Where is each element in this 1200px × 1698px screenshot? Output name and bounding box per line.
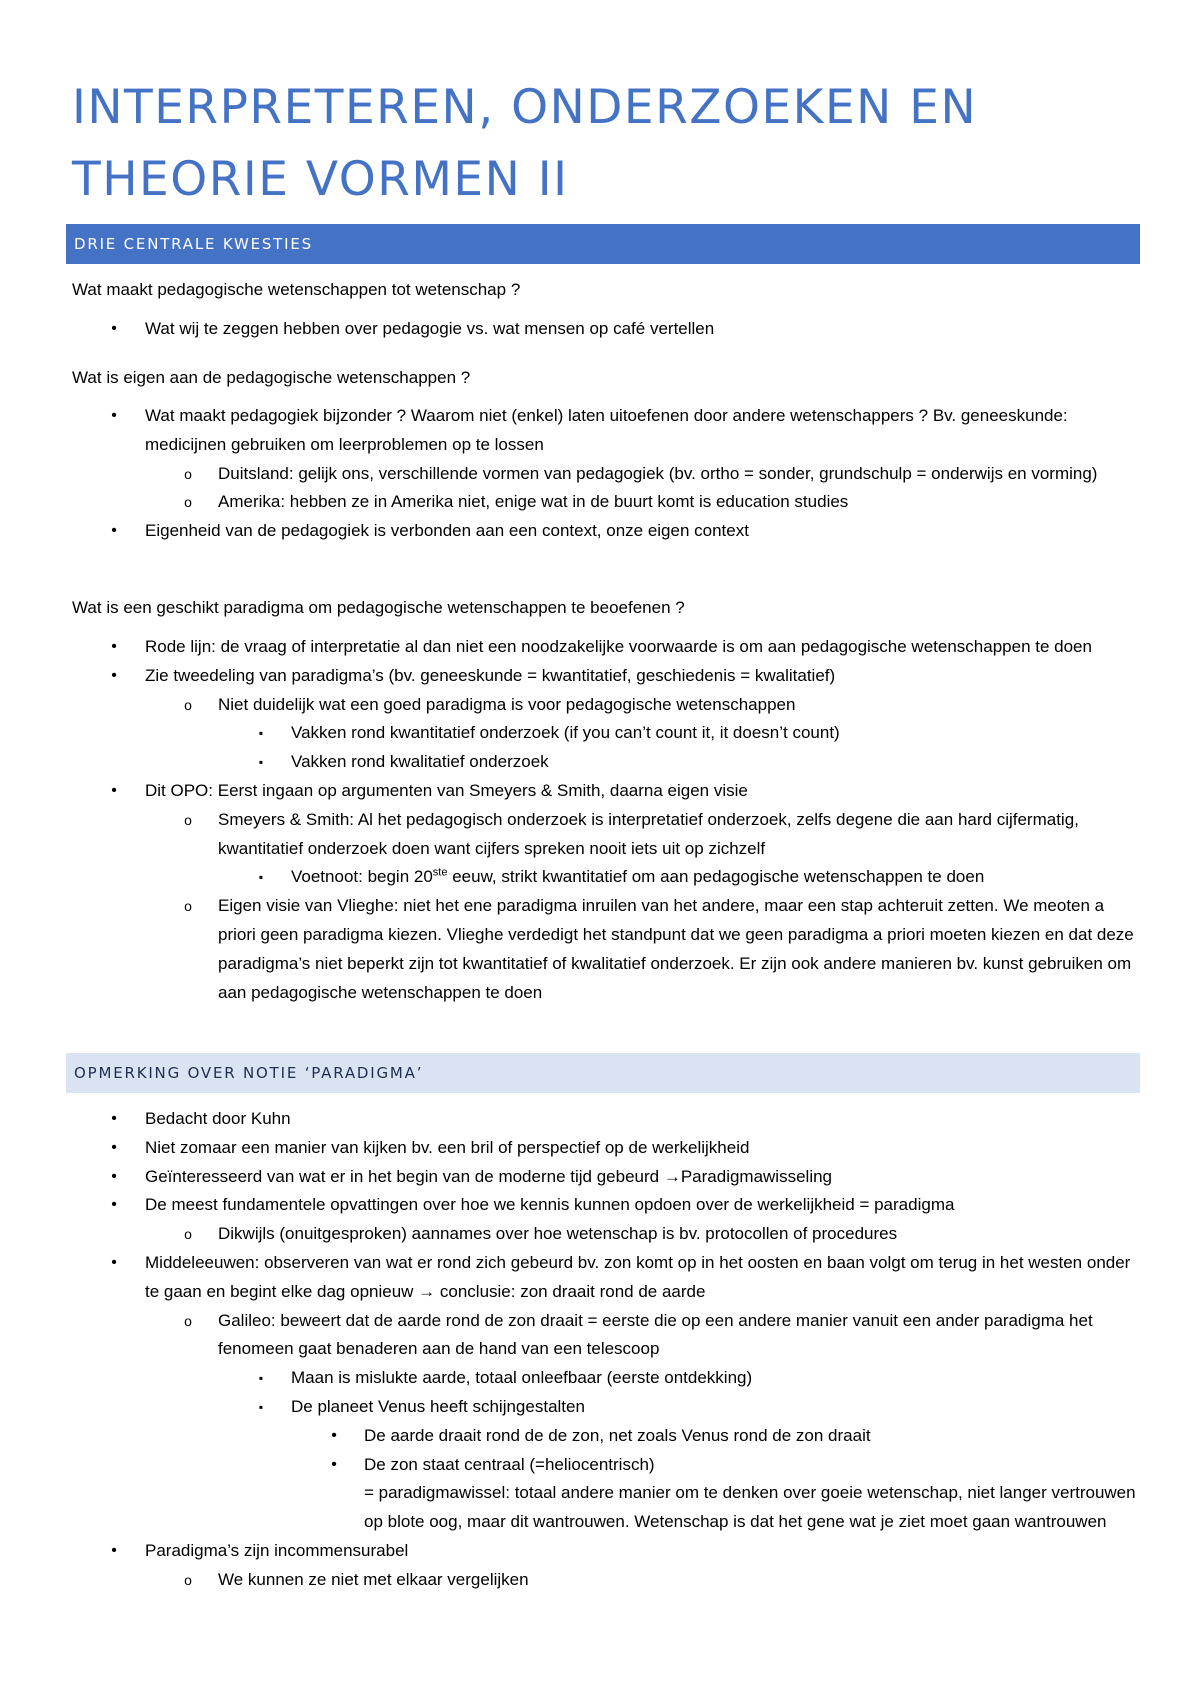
document-title <box>72 72 1152 216</box>
list-item: • Wat wij te zeggen hebben over pedagogie vs. wat mensen op café vertellen <box>0 315 1200 344</box>
footnote-text-end: eeuw, strikt kwantitatief om aan pedagogische wetenschappen te doen <box>447 867 985 887</box>
list-item: • Geïnteresseerd van wat er in het begin van de moderne tijd gebeurd →Paradigmawisseling <box>0 1163 1200 1192</box>
list-item <box>0 863 1200 892</box>
section-heading-drie-centrale-kwesties: DRIE CENTRALE KWESTIES <box>66 224 1140 264</box>
bullet-icon: • <box>111 781 117 799</box>
list-item: o Amerika: hebben ze in Amerika niet, enige wat in de buurt komt is education studies <box>0 488 1200 517</box>
circle-bullet-icon: o <box>184 1226 192 1243</box>
bullet-icon: • <box>111 522 117 540</box>
list-item: o Eigen visie van Vlieghe: niet het ene paradigma inruilen van het andere, maar een stap achteruit zetten. We meoten a priori geen paradigma kiezen. Vlieghe verdedigt het standpunt dat we geen paradigma a priori moeten kiezen en dat deze paradigma’s niet beperkt zijn tot kwantitatief of kwalitatief onderzoek. Er zijn ook andere manieren bv. kunst gebruiken om aan pedagogische wetenschappen te doen <box>0 892 1200 1007</box>
footnote-text-start: Voetnoot: begin 20 <box>291 867 433 887</box>
list-item: • Eigenheid van de pedagogiek is verbonden aan een context, onze eigen context <box>0 517 1200 546</box>
question-heading-3: Wat is een geschikt paradigma om pedagogische wetenschappen te beoefenen ? <box>72 598 685 617</box>
paradigma-list <box>0 1105 1200 1595</box>
circle-bullet-icon: o <box>184 696 192 713</box>
list-item: ▪ Vakken rond kwalitatief onderzoek <box>0 748 1200 777</box>
question-heading-1: Wat maakt pedagogische wetenschappen tot wetenschap ? <box>72 280 521 299</box>
bullet-icon: • <box>331 1426 337 1444</box>
bullet-icon: • <box>111 1110 117 1127</box>
question-1-list <box>0 315 1200 344</box>
square-bullet-icon: ▪ <box>258 870 264 885</box>
square-bullet-icon: ▪ <box>258 1371 264 1386</box>
document-title-line-1: INTERPRETEREN, ONDERZOEKEN EN <box>72 80 978 135</box>
bullet-icon: • <box>111 1138 117 1156</box>
list-item: • Wat maakt pedagogiek bijzonder ? Waarom niet (enkel) laten uitoefenen door andere wetenschappers ? Bv. geneeskunde: medicijnen gebruiken om leerproblemen op te lossen <box>0 402 1200 460</box>
bullet-icon: • <box>111 1253 117 1271</box>
question-heading-2: Wat is eigen aan de pedagogische wetenschappen ? <box>72 368 471 387</box>
circle-bullet-icon: o <box>184 898 192 915</box>
bullet-icon: • <box>111 320 117 337</box>
bullet-icon: • <box>111 1167 117 1185</box>
list-item: • Bedacht door Kuhn <box>0 1105 1200 1134</box>
list-item: • Paradigma’s zijn incommensurabel <box>0 1537 1200 1566</box>
circle-bullet-icon: o <box>184 494 192 511</box>
bullet-icon: • <box>111 666 117 684</box>
question-2-list <box>0 402 1200 546</box>
question-3-list <box>0 633 1200 1007</box>
list-item: o Niet duidelijk wat een goed paradigma is voor pedagogische wetenschappen <box>0 691 1200 720</box>
list-item: o Dikwijls (onuitgesproken) aannames over hoe wetenschap is bv. protocollen of procedures <box>0 1220 1200 1249</box>
list-item: • De zon staat centraal (=heliocentrisch) <box>0 1451 1200 1480</box>
list-item: ▪ Maan is mislukte aarde, totaal onleefbaar (eerste ontdekking) <box>0 1364 1200 1393</box>
ordinal-superscript: ste <box>432 866 448 879</box>
bullet-icon: • <box>331 1455 337 1473</box>
list-item: • Rode lijn: de vraag of interpretatie al dan niet een noodzakelijke voorwaarde is om aan pedagogische wetenschappen te doen <box>0 633 1200 662</box>
document-title-line-2: THEORIE VORMEN II <box>72 152 569 207</box>
circle-bullet-icon: o <box>184 1571 192 1588</box>
list-item: • Dit OPO: Eerst ingaan op argumenten van Smeyers & Smith, daarna eigen visie <box>0 777 1200 806</box>
circle-bullet-icon: o <box>184 811 192 828</box>
square-bullet-icon: ▪ <box>258 1399 264 1414</box>
list-item: o Duitsland: gelijk ons, verschillende vormen van pedagogiek (bv. ortho = sonder, grundschulp = onderwijs en vorming) <box>0 460 1200 489</box>
square-bullet-icon: ▪ <box>258 726 264 741</box>
square-bullet-icon: ▪ <box>258 755 264 770</box>
list-item: o We kunnen ze niet met elkaar vergelijken <box>0 1566 1200 1595</box>
circle-bullet-icon: o <box>184 465 192 482</box>
list-item: • Middeleeuwen: observeren van wat er rond zich gebeurd bv. zon komt op in het oosten en baan volgt om terug in het westen onder te gaan en begint elke dag opnieuw → conclusie: zon draait rond de aarde <box>0 1249 1200 1307</box>
bullet-icon: • <box>111 638 117 655</box>
bullet-icon: • <box>111 407 117 424</box>
section-heading-opmerking-paradigma: OPMERKING OVER NOTIE ‘PARADIGMA’ <box>66 1053 1140 1093</box>
bullet-icon: • <box>111 1541 117 1559</box>
list-item: • Niet zomaar een manier van kijken bv. een bril of perspectief op de werkelijkheid <box>0 1134 1200 1163</box>
list-item: • De meest fundamentele opvattingen over hoe we kennis kunnen opdoen over de werkelijkheid = paradigma <box>0 1191 1200 1220</box>
list-item: o Smeyers & Smith: Al het pedagogisch onderzoek is interpretatief onderzoek, zelfs degene die aan hard cijfermatig, kwantitatief onderzoek doen want cijfers spreken nooit iets uit op zichzelf <box>0 806 1200 864</box>
list-item-continuation: = paradigmawissel: totaal andere manier om te denken over goeie wetenschap, niet langer vertrouwen op blote oog, maar dit wantrouwen. Wetenschap is dat het gene wat je ziet moet gaan wantrouwen <box>364 1483 1136 1532</box>
bullet-icon: • <box>111 1196 117 1214</box>
list-item: ▪ De planeet Venus heeft schijngestalten <box>0 1393 1200 1422</box>
list-item: ▪ Vakken rond kwantitatief onderzoek (if you can’t count it, it doesn’t count) <box>0 719 1200 748</box>
circle-bullet-icon: o <box>184 1312 192 1329</box>
list-item: • De aarde draait rond de de zon, net zoals Venus rond de zon draait <box>0 1422 1200 1451</box>
list-item: o Galileo: beweert dat de aarde rond de zon draait = eerste die op een andere manier vanuit een ander paradigma het fenomeen gaat benaderen aan de hand van een telescoop <box>0 1307 1200 1365</box>
list-item: • Zie tweedeling van paradigma’s (bv. geneeskunde = kwantitatief, geschiedenis = kwalitatief) <box>0 662 1200 691</box>
